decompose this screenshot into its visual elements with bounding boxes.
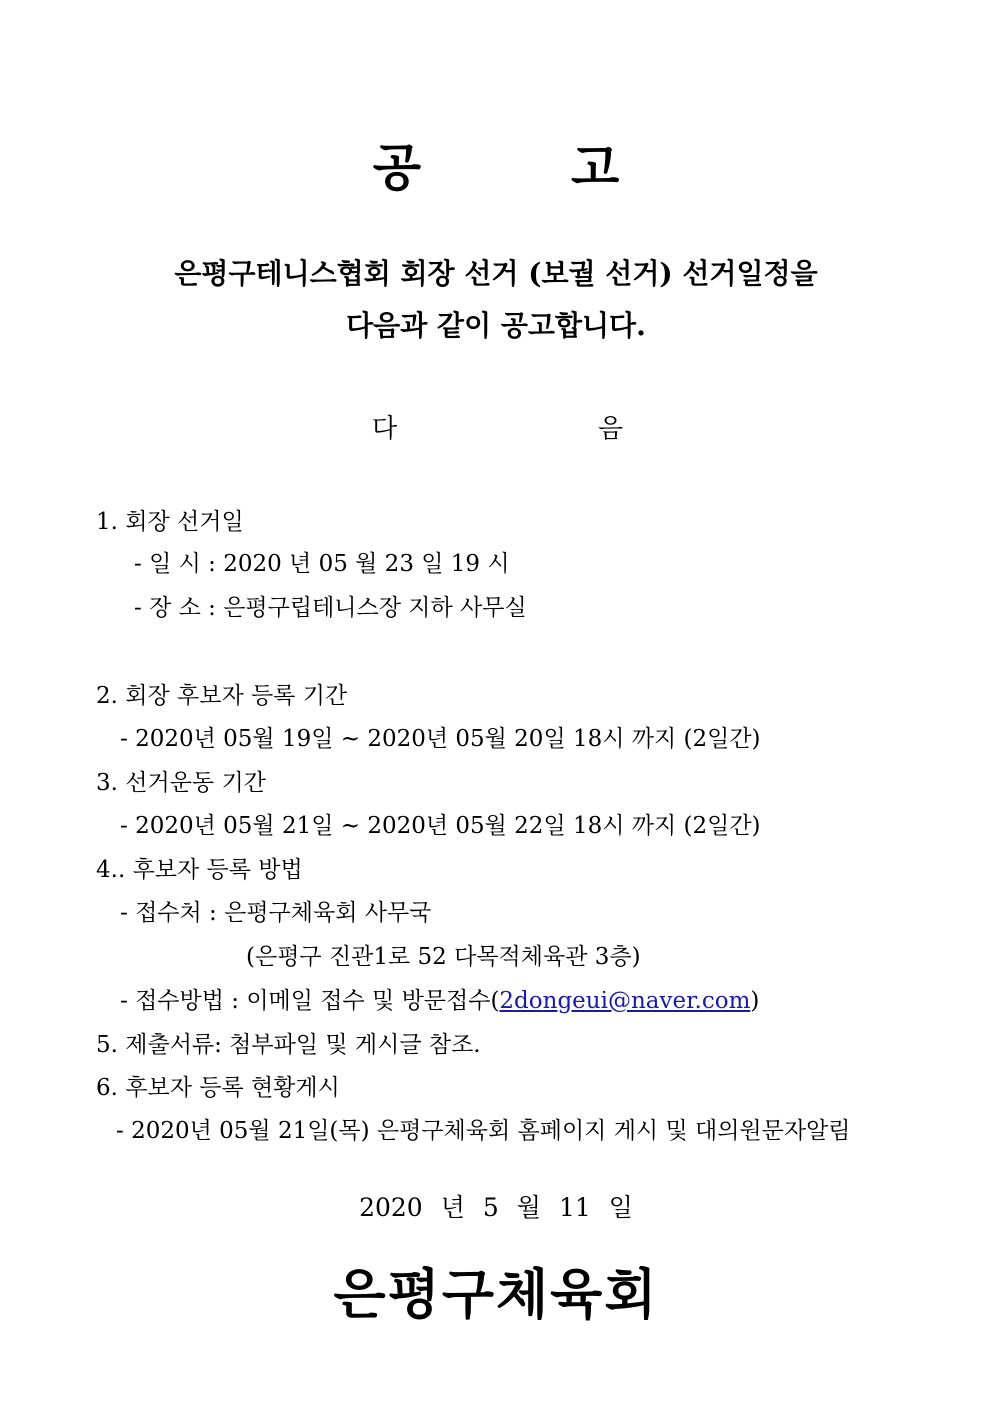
section-6-detail: - 2020년 05월 21일(목) 은평구체육회 홈페이지 게시 및 대의원문자알림 [116,1118,851,1144]
date-month: 5 [482,1193,499,1222]
section-4-office: - 접수처 : 은평구체육회 사무국 [120,900,432,926]
section-1-place: - 장 소 : 은평구립테니스장 지하 사무실 [134,595,527,621]
subtitle-line-2: 다음과 같이 공고합니다. [346,309,646,342]
organization-name: 은평구체육회 [333,1262,659,1326]
section-4-method [120,982,759,1015]
date-year: 2020 [359,1193,423,1222]
title-char-2: 고 [571,138,620,197]
section-6-heading: 6. 후보자 등록 현황게시 [96,1075,340,1101]
subtitle-line-1: 은평구테니스협회 회장 선거 (보궐 선거) 선거일정을 [174,257,818,290]
section-1-heading: 1. 회장 선거일 [96,509,244,535]
date-month-unit: 월 [516,1193,541,1222]
date-year-unit: 년 [440,1193,465,1222]
section-3-period: - 2020년 05월 21일 ~ 2020년 05월 22일 18시 까지 (2일간) [120,813,761,839]
section-2-period: - 2020년 05월 19일 ~ 2020년 05월 20일 18시 까지 (2일간) [120,726,761,752]
section-2-heading: 2. 회장 후보자 등록 기간 [96,683,348,709]
email-link[interactable]: 2dongeui@naver.com [499,988,751,1014]
title-char-1: 공 [372,138,421,197]
section-4-address: (은평구 진관1로 52 다목적체육관 3층) [246,944,641,970]
section-1-time: - 일 시 : 2020 년 05 월 23 일 19 시 [134,551,510,577]
notice-title [0,128,992,200]
notice-date [0,1188,992,1224]
section-3-heading: 3. 선거운동 기간 [96,770,266,796]
da-eum-left: 다 [372,414,398,444]
method-prefix: - 접수방법 : 이메일 접수 및 방문접수( [120,988,500,1014]
date-day: 11 [558,1193,591,1222]
section-4-heading: 4.. 후보자 등록 방법 [96,857,303,883]
date-day-unit: 일 [608,1193,633,1222]
method-suffix: ) [750,988,760,1014]
da-eum-right: 음 [598,414,624,444]
section-5-heading: 5. 제출서류: 첨부파일 및 게시글 참조. [96,1032,481,1058]
